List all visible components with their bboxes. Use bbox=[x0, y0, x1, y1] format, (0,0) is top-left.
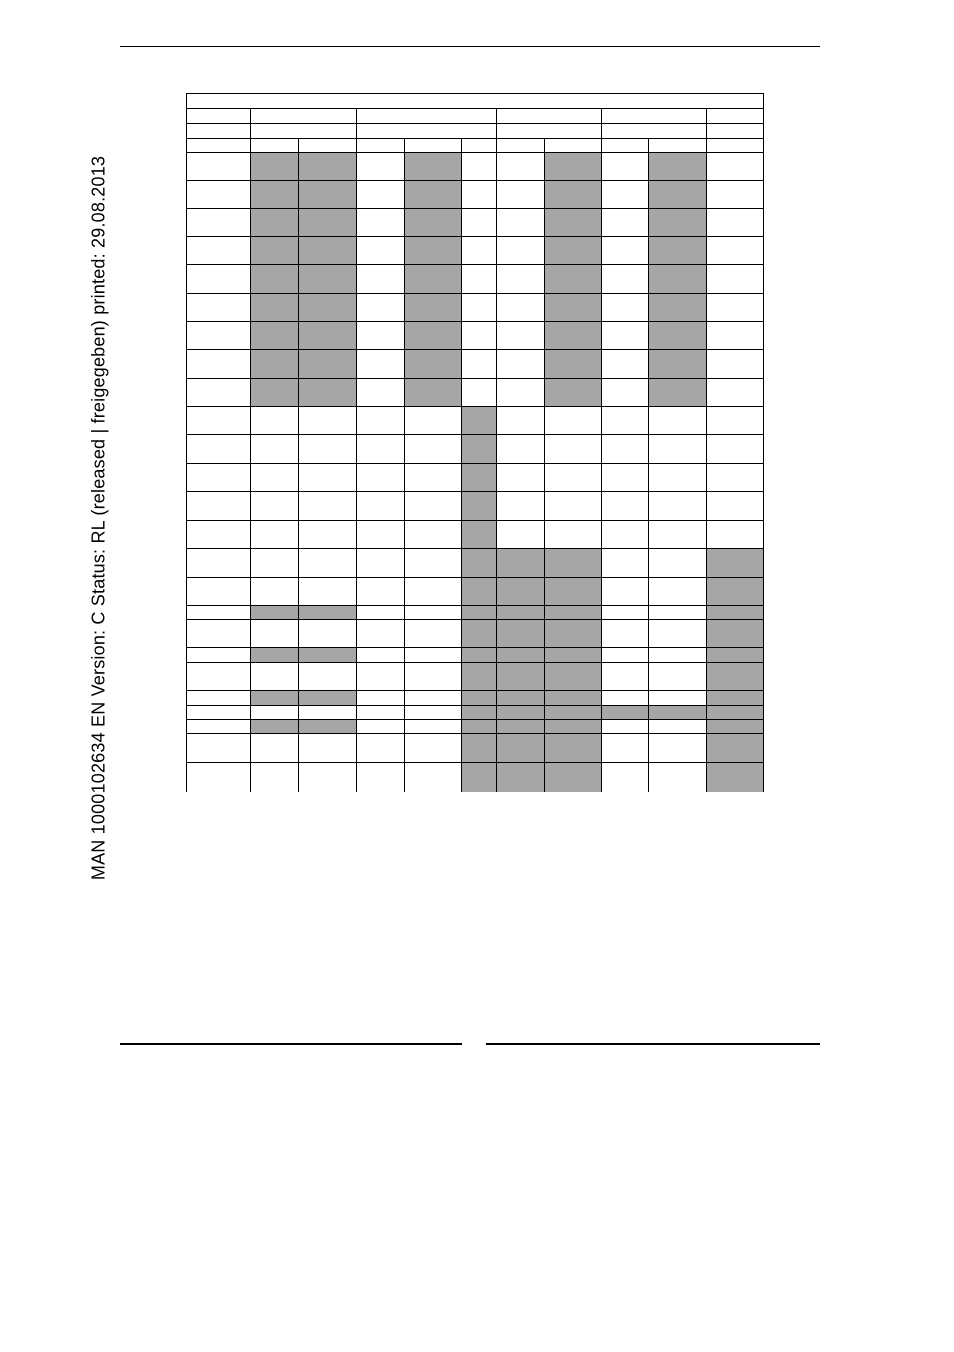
shaded-cell bbox=[250, 719, 356, 733]
shaded-cell bbox=[706, 605, 764, 619]
shaded-cell bbox=[648, 293, 706, 321]
shaded-cell bbox=[648, 152, 706, 180]
shaded-cell bbox=[461, 434, 496, 463]
shaded-cell bbox=[404, 349, 461, 378]
shaded-cell bbox=[461, 662, 601, 690]
shaded-cell bbox=[404, 180, 461, 208]
shaded-cell bbox=[544, 378, 601, 406]
shaded-cell bbox=[461, 491, 496, 520]
shaded-cell bbox=[648, 236, 706, 264]
shaded-cell bbox=[461, 605, 601, 619]
table-grid bbox=[186, 93, 764, 792]
shaded-cell bbox=[706, 577, 764, 605]
shaded-cell bbox=[544, 208, 601, 236]
shaded-cell bbox=[648, 208, 706, 236]
shaded-cell bbox=[461, 577, 601, 605]
shaded-cell bbox=[461, 520, 496, 548]
shaded-cell bbox=[544, 321, 601, 349]
shaded-cell bbox=[706, 762, 764, 792]
shaded-cell bbox=[461, 548, 601, 577]
shaded-cell bbox=[706, 662, 764, 690]
shaded-cell bbox=[461, 719, 601, 733]
shaded-cell bbox=[648, 378, 706, 406]
shaded-cell bbox=[706, 690, 764, 705]
shaded-cell bbox=[461, 705, 601, 719]
shaded-cell bbox=[706, 705, 764, 719]
shaded-cell bbox=[648, 349, 706, 378]
shaded-cell bbox=[544, 236, 601, 264]
shaded-cell bbox=[706, 719, 764, 733]
shaded-cell bbox=[250, 293, 356, 321]
shaded-cell bbox=[461, 733, 601, 762]
shaded-cell bbox=[250, 690, 356, 705]
shaded-cell bbox=[404, 321, 461, 349]
shaded-cell bbox=[461, 690, 601, 705]
shaded-cell bbox=[706, 647, 764, 662]
shaded-cell bbox=[250, 605, 356, 619]
shaded-cell bbox=[544, 264, 601, 293]
shaded-cell bbox=[250, 180, 356, 208]
shaded-cell bbox=[648, 180, 706, 208]
shaded-cell bbox=[461, 463, 496, 491]
shaded-cell bbox=[250, 349, 356, 378]
shaded-cell bbox=[601, 705, 706, 719]
header-rule bbox=[120, 46, 820, 47]
shaded-cell bbox=[706, 548, 764, 577]
shaded-cell bbox=[250, 264, 356, 293]
shaded-cell bbox=[544, 293, 601, 321]
data-table bbox=[186, 93, 764, 792]
shaded-cell bbox=[706, 733, 764, 762]
shaded-cell bbox=[250, 152, 356, 180]
shaded-cell bbox=[648, 321, 706, 349]
shaded-cell bbox=[461, 647, 601, 662]
shaded-cell bbox=[404, 208, 461, 236]
shaded-cell bbox=[544, 180, 601, 208]
shaded-cell bbox=[404, 293, 461, 321]
print-status-text: MAN 1000102634 EN Version: C Status: RL (released | freigegeben) printed: 29.08.2013 bbox=[88, 155, 109, 881]
shaded-cell bbox=[544, 152, 601, 180]
shaded-cell bbox=[461, 406, 496, 434]
shaded-cell bbox=[706, 619, 764, 647]
shaded-cell bbox=[648, 264, 706, 293]
shaded-cell bbox=[461, 619, 601, 647]
shaded-cell bbox=[404, 152, 461, 180]
footer-rule-right bbox=[486, 1043, 820, 1045]
shaded-cell bbox=[544, 349, 601, 378]
shaded-cell bbox=[250, 647, 356, 662]
shaded-cell bbox=[461, 762, 601, 792]
shaded-cell bbox=[250, 236, 356, 264]
shaded-cell bbox=[250, 378, 356, 406]
shaded-cell bbox=[404, 236, 461, 264]
shaded-cell bbox=[250, 321, 356, 349]
shaded-cell bbox=[404, 264, 461, 293]
shaded-cell bbox=[250, 208, 356, 236]
shaded-cell bbox=[404, 378, 461, 406]
footer-rule-left bbox=[120, 1043, 462, 1045]
